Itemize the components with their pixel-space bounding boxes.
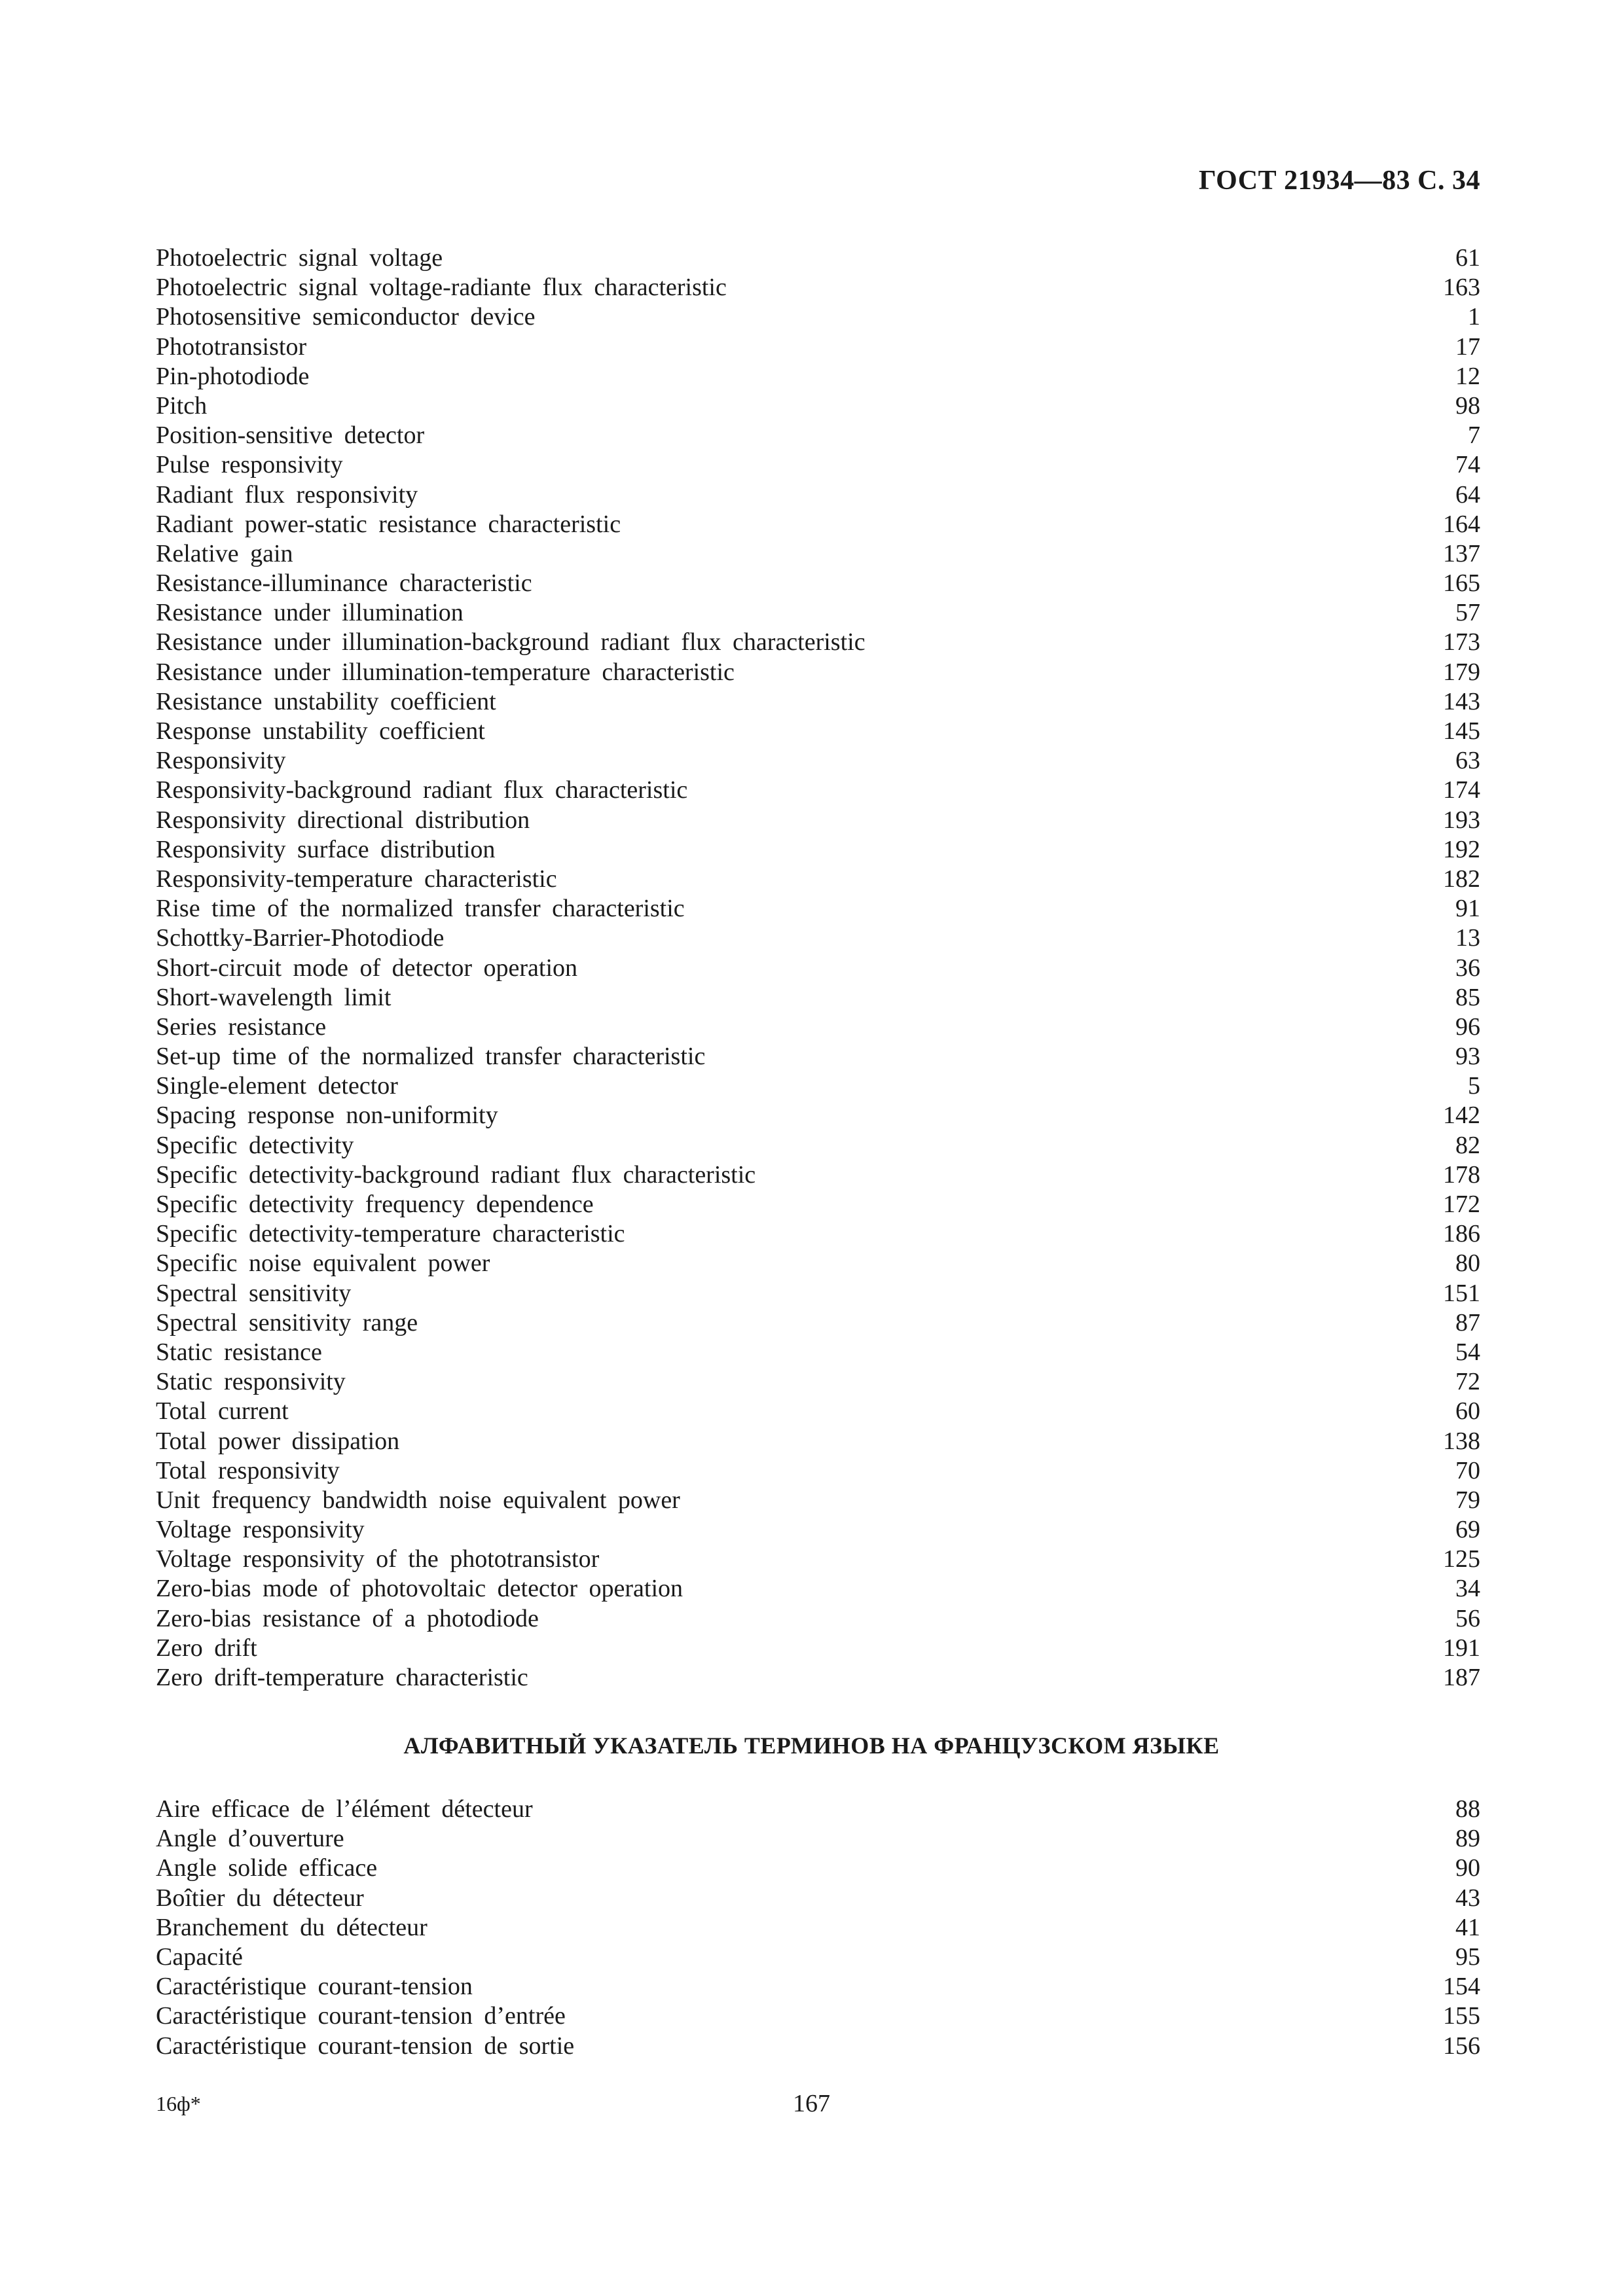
french-index-heading: АЛФАВИТНЫЙ УКАЗАТЕЛЬ ТЕРМИНОВ НА ФРАНЦУЗСКОМ ЯЗЫКЕ bbox=[403, 1732, 1220, 1759]
index-term-number: 74 bbox=[1455, 451, 1480, 479]
index-term-number: 142 bbox=[1443, 1102, 1480, 1130]
index-term: Set-up time of the normalized transfer characteristic bbox=[156, 1043, 706, 1071]
index-entry bbox=[156, 1515, 1480, 1545]
index-term: Radiant power-static resistance characteristic bbox=[156, 510, 621, 538]
index-entry bbox=[156, 598, 1480, 628]
index-term-number: 172 bbox=[1443, 1191, 1480, 1218]
index-term: Caractéristique courant-tension de sortie bbox=[156, 2032, 575, 2060]
index-term: Zero-bias resistance of a photodiode bbox=[156, 1604, 539, 1632]
index-term: Capacité bbox=[156, 1943, 243, 1971]
index-entry bbox=[156, 1101, 1480, 1130]
index-entry bbox=[156, 1824, 1480, 1854]
index-term-number: 57 bbox=[1455, 599, 1480, 627]
index-term-number: 91 bbox=[1455, 895, 1480, 923]
index-term: Rise time of the normalized transfer characteristic bbox=[156, 895, 685, 923]
index-entry bbox=[156, 1279, 1480, 1308]
index-term: Short-circuit mode of detector operation bbox=[156, 954, 578, 982]
index-term: Caractéristique courant-tension bbox=[156, 1973, 473, 2001]
index-entry bbox=[156, 1338, 1480, 1367]
index-term: Responsivity directional distribution bbox=[156, 806, 530, 834]
index-entry bbox=[156, 924, 1480, 953]
index-entry bbox=[156, 391, 1480, 421]
index-term: Specific detectivity bbox=[156, 1131, 354, 1159]
index-term: Zero drift-temperature characteristic bbox=[156, 1664, 528, 1691]
index-term: Static resistance bbox=[156, 1338, 322, 1366]
index-entry bbox=[156, 1219, 1480, 1249]
index-entry bbox=[156, 1071, 1480, 1101]
index-term: Relative gain bbox=[156, 539, 293, 567]
index-term: Phototransistor bbox=[156, 332, 307, 361]
index-entry bbox=[156, 569, 1480, 598]
index-entry bbox=[156, 1884, 1480, 1913]
index-term: Single-element detector bbox=[156, 1072, 398, 1100]
index-term-number: 163 bbox=[1443, 274, 1480, 302]
index-term-number: 79 bbox=[1455, 1486, 1480, 1514]
index-term-number: 156 bbox=[1443, 2032, 1480, 2060]
index-term-number: 12 bbox=[1455, 362, 1480, 390]
index-entry bbox=[156, 2032, 1480, 2061]
index-term-number: 143 bbox=[1443, 687, 1480, 715]
index-term-number: 145 bbox=[1443, 717, 1480, 745]
index-entry bbox=[156, 954, 1480, 983]
index-entry bbox=[156, 1854, 1480, 1883]
index-entry bbox=[156, 1190, 1480, 1219]
index-entry bbox=[156, 1249, 1480, 1278]
index-term-number: 85 bbox=[1455, 983, 1480, 1011]
index-term: Position-sensitive detector bbox=[156, 422, 425, 450]
index-term-number: 43 bbox=[1455, 1884, 1480, 1912]
index-entry bbox=[156, 865, 1480, 894]
index-term-number: 125 bbox=[1443, 1545, 1480, 1573]
index-term-number: 96 bbox=[1455, 1013, 1480, 1041]
index-entry bbox=[156, 273, 1480, 302]
index-term: Photoelectric signal voltage-radiante flux characteristic bbox=[156, 274, 727, 302]
index-term: Resistance-illuminance characteristic bbox=[156, 569, 532, 598]
index-entry bbox=[156, 1013, 1480, 1042]
index-term: Responsivity bbox=[156, 747, 286, 775]
index-term: Zero-bias mode of photovoltaic detector operation bbox=[156, 1575, 684, 1603]
index-term: Photoelectric signal voltage bbox=[156, 244, 443, 272]
index-entry bbox=[156, 421, 1480, 450]
index-entry bbox=[156, 362, 1480, 391]
index-term-number: 82 bbox=[1455, 1131, 1480, 1159]
index-term: Specific detectivity-background radiant flux characteristic bbox=[156, 1160, 756, 1189]
index-term: Angle solide efficace bbox=[156, 1854, 378, 1882]
index-entry bbox=[156, 1308, 1480, 1338]
index-term: Resistance under illumination-background radiant flux characteristic bbox=[156, 628, 866, 656]
index-entry bbox=[156, 1367, 1480, 1397]
index-term: Specific detectivity frequency dependence bbox=[156, 1191, 594, 1218]
index-entry bbox=[156, 539, 1480, 569]
index-term-number: 164 bbox=[1443, 510, 1480, 538]
index-entry bbox=[156, 450, 1480, 480]
index-term-number: 90 bbox=[1455, 1854, 1480, 1882]
index-term-number: 34 bbox=[1455, 1575, 1480, 1603]
index-term-number: 54 bbox=[1455, 1338, 1480, 1366]
index-term-number: 192 bbox=[1443, 835, 1480, 863]
index-term: Voltage responsivity of the phototransistor bbox=[156, 1545, 600, 1573]
index-term: Short-wavelength limit bbox=[156, 983, 392, 1011]
index-entry bbox=[156, 1427, 1480, 1456]
index-term-number: 60 bbox=[1455, 1397, 1480, 1426]
index-term: Total power dissipation bbox=[156, 1427, 400, 1455]
index-term: Photosensitive semiconductor device bbox=[156, 303, 536, 331]
index-term-number: 88 bbox=[1455, 1795, 1480, 1823]
index-term-number: 187 bbox=[1443, 1664, 1480, 1691]
index-term: Aire efficace de l’élément détecteur bbox=[156, 1795, 533, 1823]
index-entry bbox=[156, 1795, 1480, 1824]
index-term-number: 165 bbox=[1443, 569, 1480, 598]
index-entry bbox=[156, 835, 1480, 865]
index-entry bbox=[156, 1913, 1480, 1943]
index-term-number: 98 bbox=[1455, 391, 1480, 420]
index-entry bbox=[156, 1663, 1480, 1693]
english-index-list bbox=[156, 243, 1480, 1693]
index-term-number: 63 bbox=[1455, 747, 1480, 775]
french-index-list bbox=[156, 1795, 1480, 2061]
index-term: Specific noise equivalent power bbox=[156, 1249, 490, 1278]
index-entry bbox=[156, 302, 1480, 332]
index-term-number: 64 bbox=[1455, 480, 1480, 509]
index-entry bbox=[156, 1972, 1480, 2001]
index-term-number: 154 bbox=[1443, 1973, 1480, 2001]
index-term-number: 151 bbox=[1443, 1279, 1480, 1307]
index-term: Voltage responsivity bbox=[156, 1516, 365, 1544]
index-term-number: 193 bbox=[1443, 806, 1480, 834]
index-term: Resistance unstability coefficient bbox=[156, 687, 496, 715]
index-term-number: 179 bbox=[1443, 658, 1480, 686]
index-term-number: 72 bbox=[1455, 1368, 1480, 1396]
index-entry bbox=[156, 776, 1480, 805]
index-term-number: 13 bbox=[1455, 924, 1480, 952]
index-term-number: 61 bbox=[1455, 244, 1480, 272]
index-term: Responsivity-temperature characteristic bbox=[156, 865, 557, 893]
index-entry bbox=[156, 1042, 1480, 1071]
index-entry bbox=[156, 687, 1480, 717]
index-term: Spacing response non-uniformity bbox=[156, 1102, 498, 1130]
index-term-number: 80 bbox=[1455, 1249, 1480, 1278]
index-entry bbox=[156, 1397, 1480, 1426]
index-term: Responsivity surface distribution bbox=[156, 835, 496, 863]
index-term-number: 56 bbox=[1455, 1604, 1480, 1632]
index-term: Schottky-Barrier-Photodiode bbox=[156, 924, 445, 952]
index-term: Response unstability coefficient bbox=[156, 717, 485, 745]
index-term-number: 70 bbox=[1455, 1456, 1480, 1484]
index-term: Resistance under illumination-temperature characteristic bbox=[156, 658, 735, 686]
index-entry bbox=[156, 717, 1480, 746]
index-term-number: 186 bbox=[1443, 1220, 1480, 1248]
index-entry bbox=[156, 1943, 1480, 1972]
index-term-number: 17 bbox=[1455, 332, 1480, 361]
index-entry bbox=[156, 243, 1480, 273]
index-entry bbox=[156, 746, 1480, 776]
index-term: Zero drift bbox=[156, 1634, 257, 1662]
index-term-number: 87 bbox=[1455, 1308, 1480, 1336]
index-term: Static responsivity bbox=[156, 1368, 346, 1396]
index-term: Radiant flux responsivity bbox=[156, 480, 418, 509]
index-entry bbox=[156, 658, 1480, 687]
index-term: Pin-photodiode bbox=[156, 362, 310, 390]
index-entry bbox=[156, 983, 1480, 1013]
index-entry bbox=[156, 894, 1480, 924]
index-term-number: 89 bbox=[1455, 1825, 1480, 1853]
index-term: Resistance under illumination bbox=[156, 599, 464, 627]
index-term-number: 138 bbox=[1443, 1427, 1480, 1455]
index-entry bbox=[156, 1545, 1480, 1574]
index-term: Pitch bbox=[156, 391, 208, 420]
index-term-number: 36 bbox=[1455, 954, 1480, 982]
index-term-number: 174 bbox=[1443, 776, 1480, 804]
index-term: Unit frequency bandwidth noise equivalent power bbox=[156, 1486, 680, 1514]
index-entry bbox=[156, 1486, 1480, 1515]
index-term: Spectral sensitivity bbox=[156, 1279, 352, 1307]
index-term: Total current bbox=[156, 1397, 289, 1426]
index-entry bbox=[156, 510, 1480, 539]
index-term: Pulse responsivity bbox=[156, 451, 343, 479]
index-term: Specific detectivity-temperature characteristic bbox=[156, 1220, 625, 1248]
index-term-number: 191 bbox=[1443, 1634, 1480, 1662]
index-entry bbox=[156, 1604, 1480, 1634]
index-term-number: 7 bbox=[1468, 422, 1480, 450]
page-number: 167 bbox=[793, 2090, 830, 2117]
index-term-number: 173 bbox=[1443, 628, 1480, 656]
index-entry bbox=[156, 332, 1480, 362]
index-entry bbox=[156, 480, 1480, 510]
index-term-number: 41 bbox=[1455, 1913, 1480, 1941]
index-term-number: 178 bbox=[1443, 1160, 1480, 1189]
index-term: Total responsivity bbox=[156, 1456, 340, 1484]
index-term-number: 1 bbox=[1468, 303, 1480, 331]
page-header: ГОСТ 21934—83 С. 34 bbox=[1198, 166, 1480, 196]
index-entry bbox=[156, 1634, 1480, 1663]
index-term: Spectral sensitivity range bbox=[156, 1308, 418, 1336]
footer-signature-mark: 16ф* bbox=[156, 2092, 201, 2115]
index-entry bbox=[156, 1131, 1480, 1160]
index-term-number: 69 bbox=[1455, 1516, 1480, 1544]
index-entry bbox=[156, 628, 1480, 657]
index-term-number: 93 bbox=[1455, 1043, 1480, 1071]
index-entry bbox=[156, 2001, 1480, 2031]
index-term-number: 137 bbox=[1443, 539, 1480, 567]
index-entry bbox=[156, 806, 1480, 835]
index-term: Branchement du détecteur bbox=[156, 1913, 428, 1941]
index-term-number: 5 bbox=[1468, 1072, 1480, 1100]
index-entry bbox=[156, 1160, 1480, 1190]
index-entry bbox=[156, 1574, 1480, 1604]
index-term: Responsivity-background radiant flux characteristic bbox=[156, 776, 688, 804]
index-term: Angle d’ouverture bbox=[156, 1825, 344, 1853]
index-term-number: 95 bbox=[1455, 1943, 1480, 1971]
index-term: Caractéristique courant-tension d’entrée bbox=[156, 2002, 566, 2030]
index-entry bbox=[156, 1456, 1480, 1486]
index-term-number: 182 bbox=[1443, 865, 1480, 893]
index-term: Series resistance bbox=[156, 1013, 327, 1041]
index-term-number: 155 bbox=[1443, 2002, 1480, 2030]
index-term: Boîtier du détecteur bbox=[156, 1884, 364, 1912]
